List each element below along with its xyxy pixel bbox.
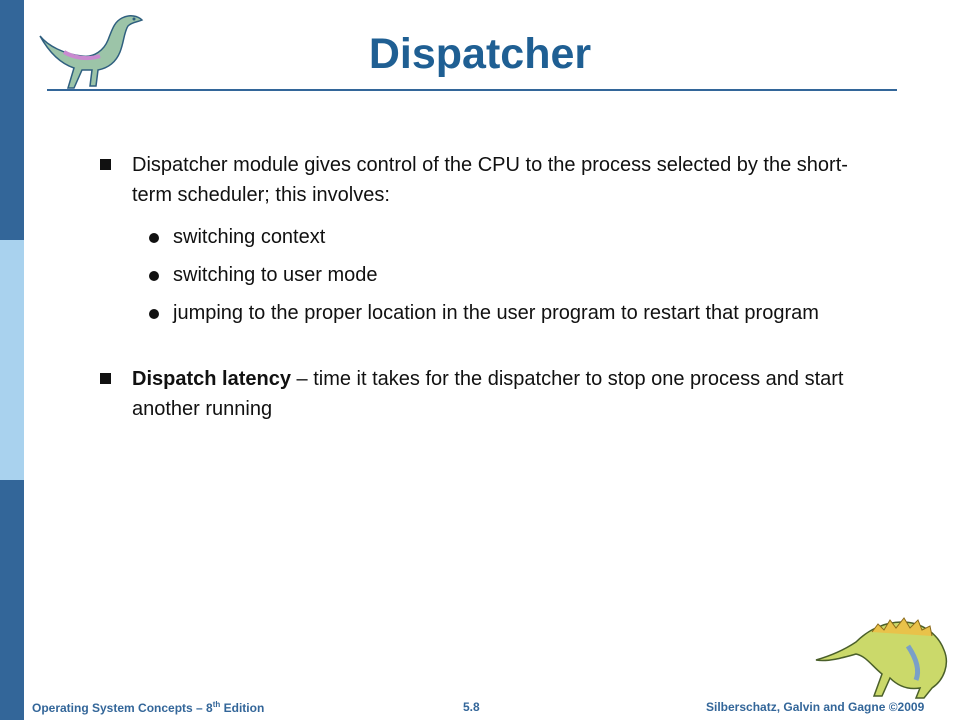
bullet-item [98, 150, 858, 210]
footer-book-title: Operating System Concepts – 8th Edition [32, 700, 265, 715]
slide-content [98, 150, 858, 424]
sidebar-segment-middle [0, 240, 24, 480]
left-sidebar-bar [0, 0, 24, 720]
sub-bullet-text: switching to user mode [173, 264, 378, 286]
sub-bullet-item [98, 298, 858, 328]
dinosaur-corner-icon [812, 606, 958, 702]
sidebar-segment-bottom [0, 480, 24, 720]
title-underline [47, 89, 897, 91]
bullet-text: – time it takes for the dispatcher to stop one process and start another running [132, 368, 844, 420]
round-bullet-icon [149, 309, 159, 319]
square-bullet-icon [100, 159, 111, 170]
footer-page-number: 5.8 [463, 700, 480, 714]
sub-bullet-item [98, 222, 858, 252]
sub-bullet-text: switching context [173, 226, 326, 248]
square-bullet-icon [100, 373, 111, 384]
bullet-term: Dispatch latency [132, 368, 291, 390]
round-bullet-icon [149, 271, 159, 281]
bullet-text: Dispatcher module gives control of the CPU to the process selected by the short-term scheduler; this involves: [132, 154, 848, 206]
footer-authors: Silberschatz, Galvin and Gagne ©2009 [706, 700, 925, 714]
bullet-item [98, 364, 858, 424]
round-bullet-icon [149, 233, 159, 243]
slide-title: Dispatcher [368, 30, 592, 78]
sub-bullet-item [98, 260, 858, 290]
sub-bullet-text: jumping to the proper location in the user program to restart that program [173, 302, 819, 324]
